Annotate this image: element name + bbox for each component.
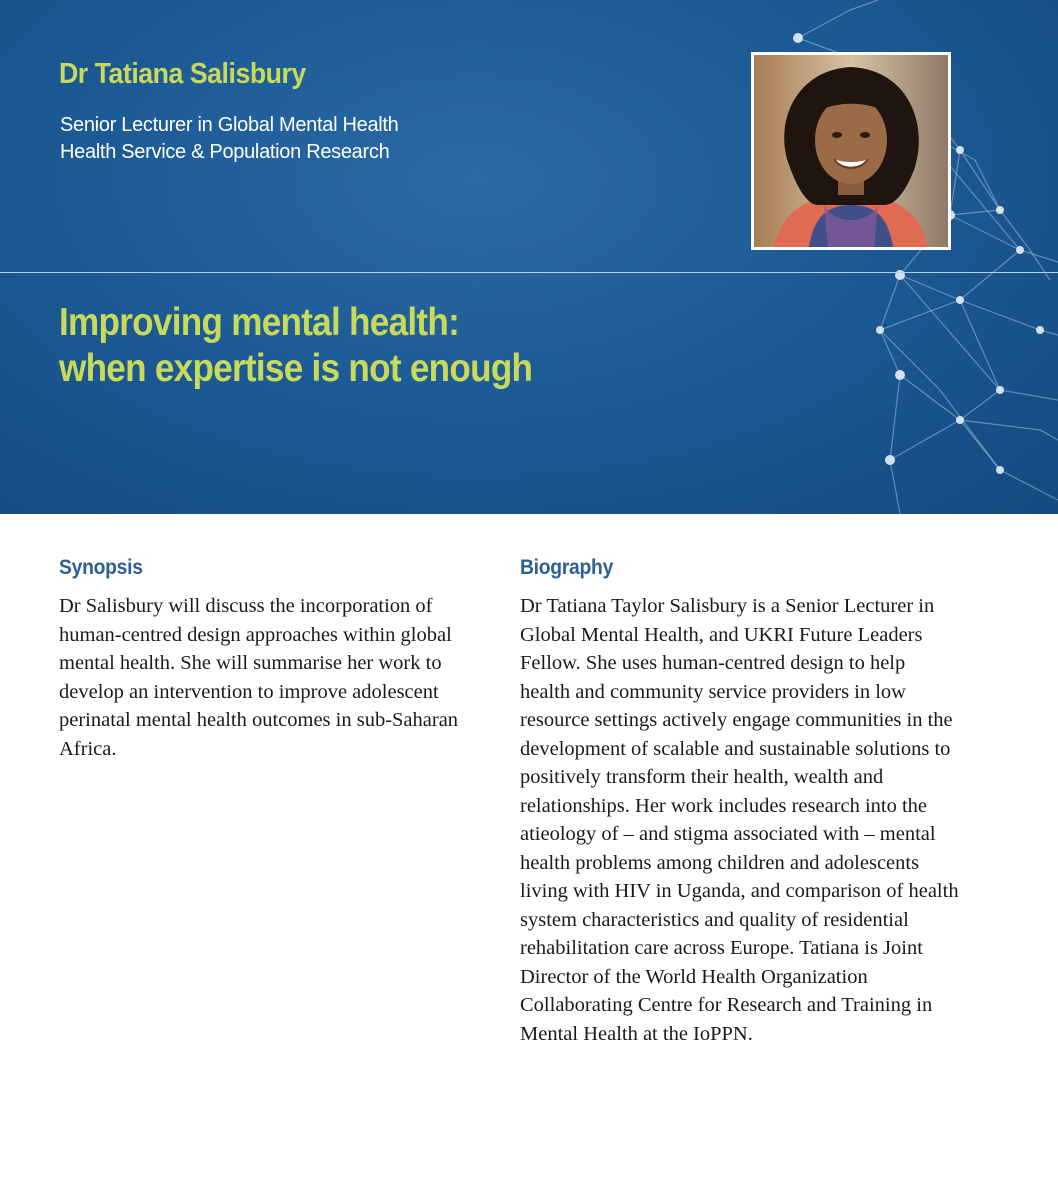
talk-title [59, 300, 532, 392]
talk-title-line-2: when expertise is not enough [59, 347, 533, 390]
speaker-name: Dr Tatiana Salisbury [59, 58, 306, 90]
biography-text: Dr Tatiana Taylor Salisbury is a Senior Lecturer in Global Mental Health, and UKRI Future Leaders Fellow. She uses human-centred design to help health and community service providers in low resource settings actively engage communities in the development of scalable and sustainable solutions to positively transform their health, wealth and relationships. Her work includes research into the atieology of – and stigma associated with – mental health problems among children and adolescents living with HIV in Uganda, and comparison of health system characteristics and quality of residential rehabilitation care across Europe. Tatiana is Joint Director of the World Health Organization Collaborating Centre for Research and Training in Mental Health at the IoPPN. [520, 595, 959, 1045]
biography-heading: Biography [520, 556, 614, 579]
header-banner [0, 0, 1058, 514]
header-divider-line [0, 272, 1058, 273]
portrait-illustration [754, 55, 948, 247]
synopsis-text: Dr Salisbury will discuss the incorporation of human-centred design approaches within global mental health. She will summarise her work to develop an intervention to improve adolescent perinatal mental health outcomes in sub-Saharan Africa. [59, 595, 459, 760]
speaker-department: Health Service & Population Research [60, 141, 390, 163]
speaker-portrait-photo [751, 52, 951, 250]
talk-title-line-1: Improving mental health: [59, 301, 460, 344]
speaker-role-title: Senior Lecturer in Global Mental Health [60, 114, 399, 136]
synopsis-heading: Synopsis [59, 556, 143, 579]
